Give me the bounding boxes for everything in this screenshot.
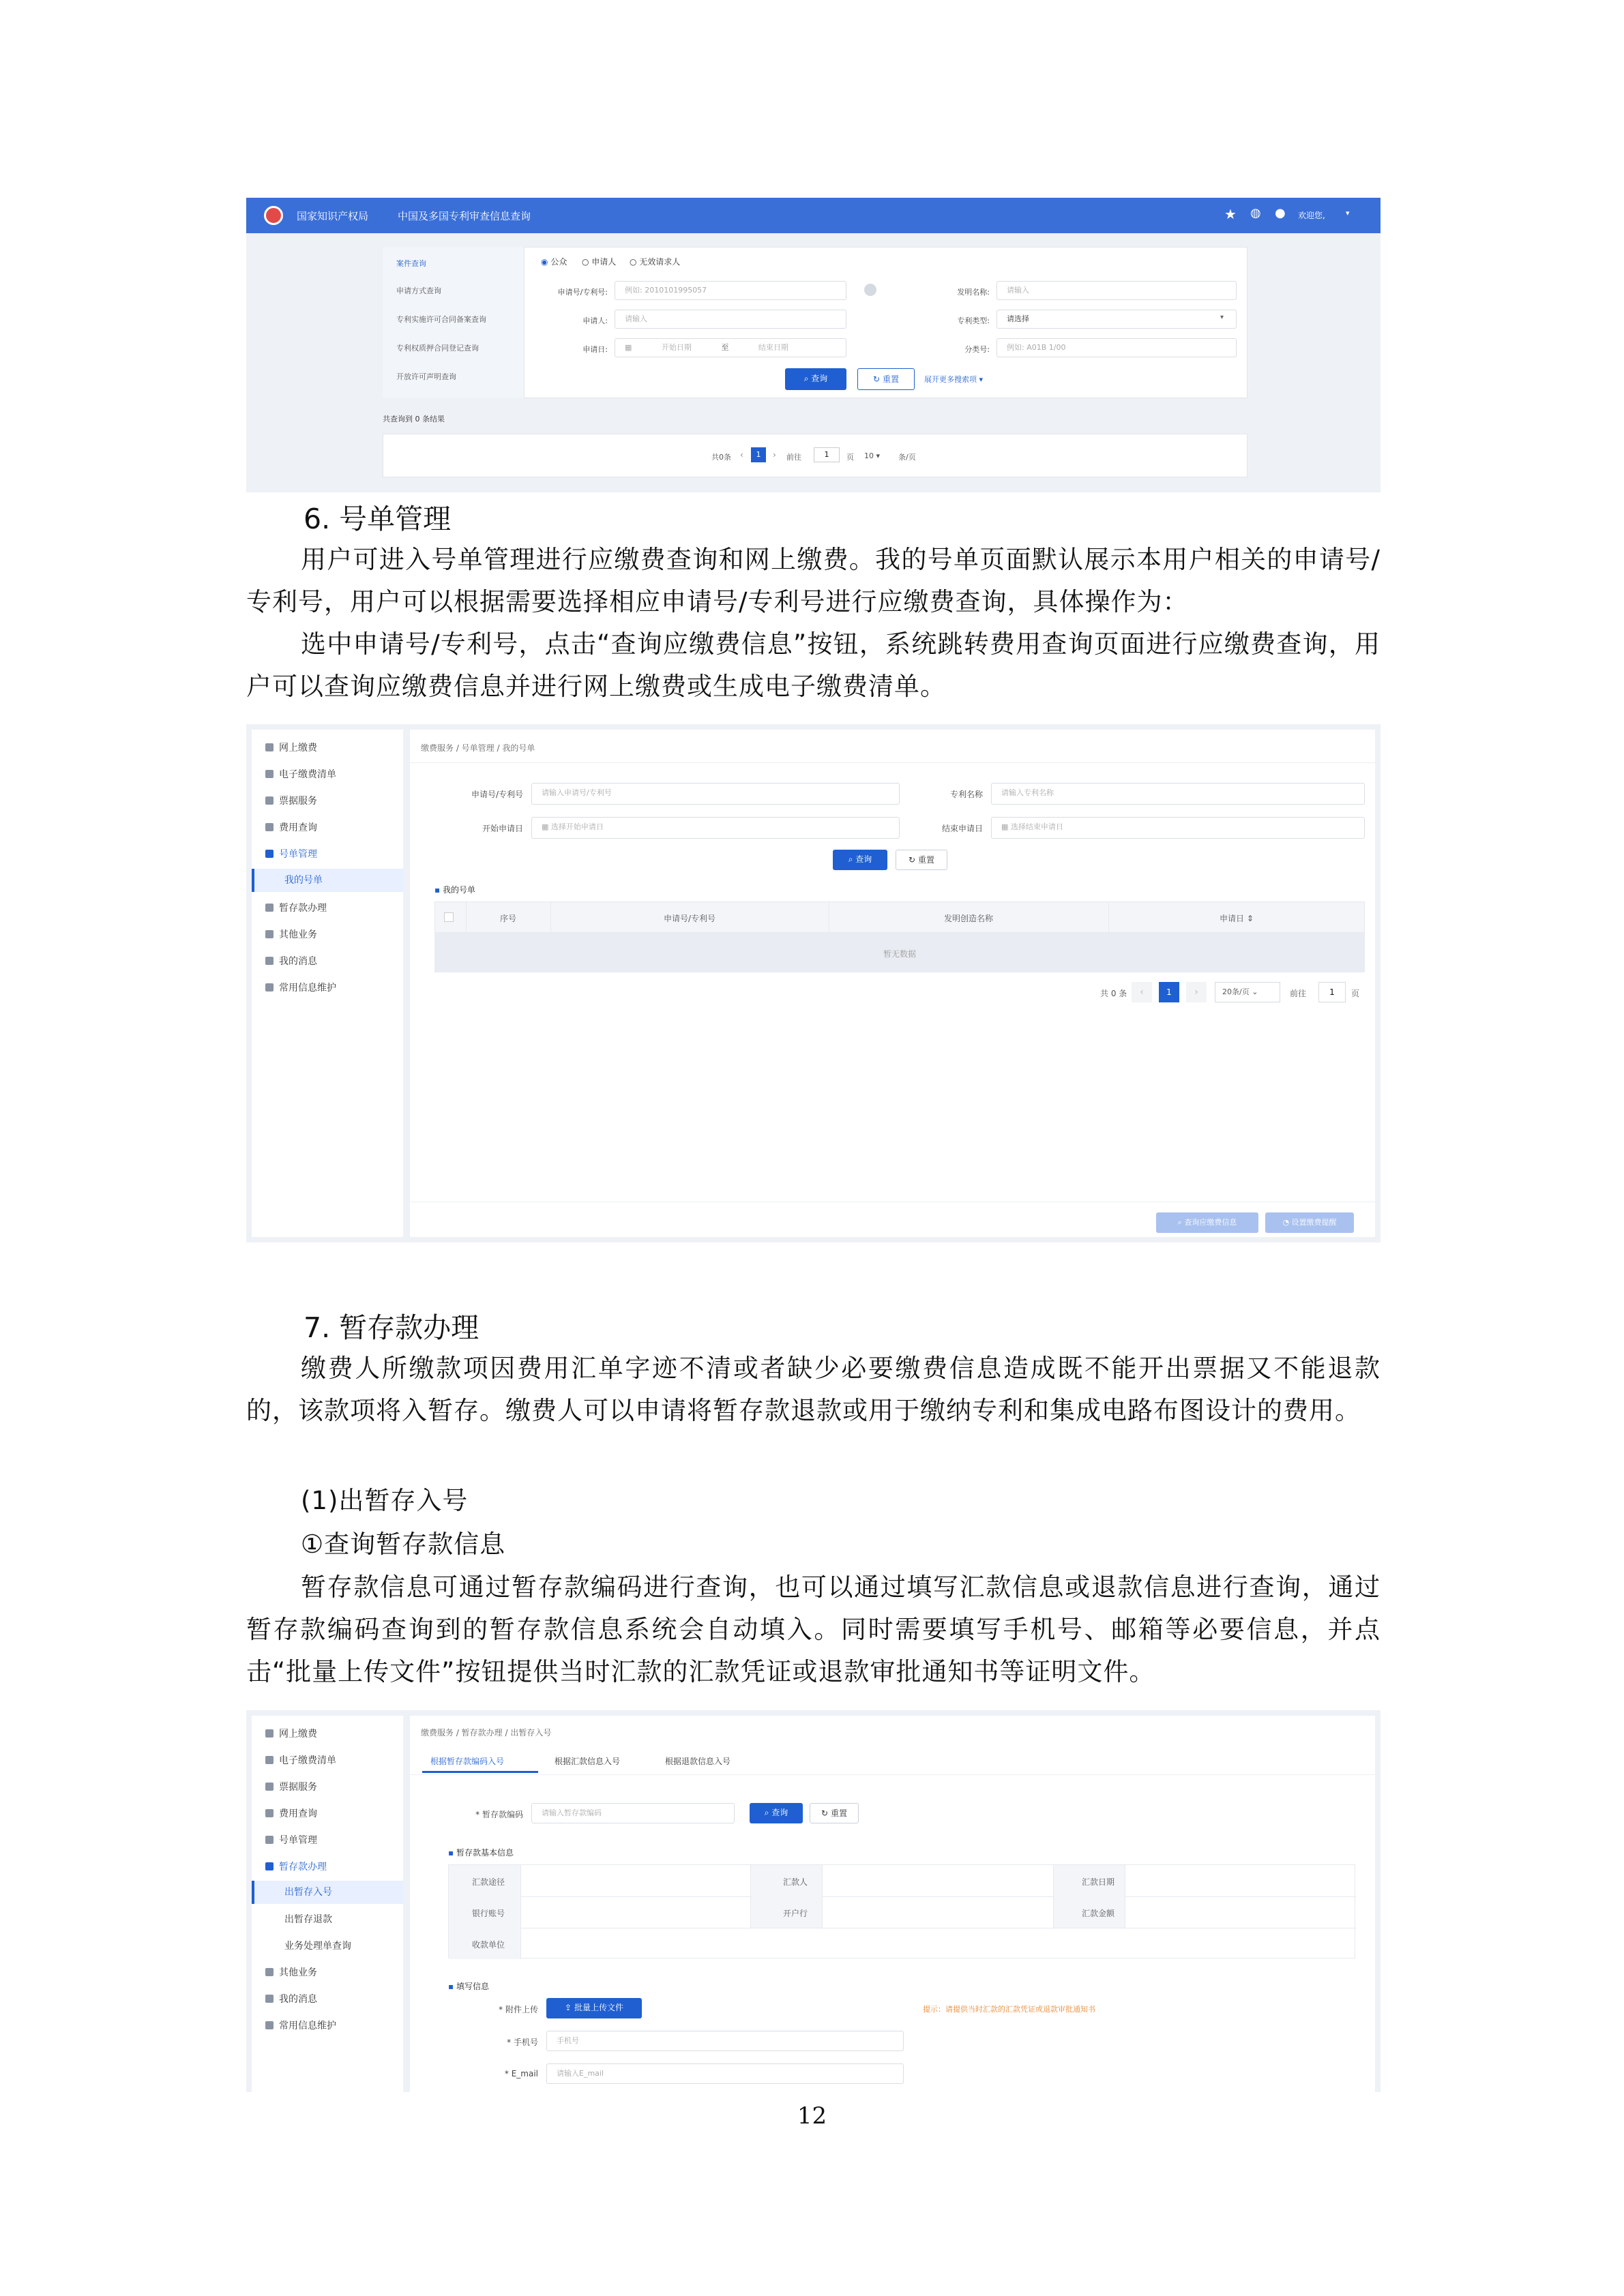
set-reminder-button[interactable] (1265, 1212, 1354, 1233)
date-to: 至 (721, 343, 729, 352)
grid-icon (265, 1968, 274, 1976)
applicant-label: 申请人: (582, 316, 608, 325)
start-date-label: 开始申请日 (482, 824, 523, 833)
goto-input[interactable]: 1 (1318, 982, 1346, 1002)
section-title (434, 884, 475, 895)
settings-icon (265, 983, 274, 992)
prev-page-icon[interactable]: ‹ (740, 450, 743, 460)
bullet-icon: ▪ (448, 1848, 454, 1858)
bullet-icon: ▪ (448, 1982, 454, 1991)
receipt-icon (265, 1783, 274, 1791)
reset-button-label: 重置 (830, 1808, 847, 1818)
section-6-heading: 6. 号单管理 (304, 503, 452, 535)
sidebar-label: 其他业务 (279, 929, 317, 940)
refresh-icon: ↻ (873, 374, 881, 384)
end-date-label: 结束申请日 (941, 824, 983, 833)
sidebar-item-online-pay[interactable] (265, 738, 317, 758)
sidebar-label: 暂存款办理 (279, 1862, 327, 1873)
page-unit: 页 (1351, 989, 1360, 998)
app-no-input[interactable]: 例如: 2010101995057 (615, 281, 846, 300)
sidebar-label: 出暂存退款 (284, 1914, 332, 1925)
section-7-sub-2: ①查询暂存款信息 (301, 1530, 506, 1559)
receipt-icon (265, 796, 274, 805)
sidebar-label: 其他业务 (279, 1967, 317, 1978)
wallet-icon (265, 1729, 274, 1738)
patent-type-select[interactable]: 请选择 (996, 310, 1237, 329)
section-7-heading: 7. 暂存款办理 (304, 1311, 479, 1344)
search-button[interactable] (785, 368, 846, 390)
radio-label: 无效请求人 (639, 257, 681, 267)
radio-applicant[interactable]: ○ 申请人 (582, 257, 617, 267)
phone-label: * 手机号 (507, 2038, 538, 2047)
pager-total: 共0条 (711, 453, 731, 462)
sidebar-item-suspense-entry[interactable] (284, 1882, 332, 1903)
search-icon: ⌕ (764, 1808, 769, 1817)
patent-name-label: 专利名称 (949, 790, 983, 799)
fill-info-title-label: 填写信息 (456, 1982, 489, 1991)
cell-bank-account: 银行账号 (472, 1909, 505, 1918)
expand-link-label: 展开更多搜索项 (924, 375, 977, 384)
sidebar-item-number-mgmt[interactable] (265, 1830, 317, 1851)
app-title: 中国及多国专利审查信息查询 (398, 210, 531, 222)
list-icon (265, 770, 274, 778)
reset-button-label: 重置 (882, 374, 899, 384)
sidebar-item-receipt[interactable] (265, 791, 317, 811)
sidebar-label: 我的消息 (279, 1994, 317, 2005)
next-page-icon[interactable]: › (773, 450, 776, 460)
patent-name-input[interactable]: 请输入专利名称 (991, 783, 1365, 805)
grid-icon (265, 930, 274, 938)
sidebar-item-other[interactable] (265, 925, 317, 945)
sidebar-label: 我的消息 (279, 956, 317, 967)
search-button-label: 查询 (811, 374, 828, 383)
basic-info-title (448, 1847, 514, 1858)
email-input[interactable]: 请输入E_mail (546, 2063, 904, 2084)
message-icon (265, 957, 274, 965)
search-button[interactable] (750, 1803, 803, 1823)
reset-button[interactable] (810, 1803, 859, 1823)
bullet-icon: ▪ (434, 885, 441, 895)
sidebar-label: 常用信息维护 (279, 2021, 336, 2031)
divider (410, 762, 1375, 763)
goto-label: 前往 (786, 453, 801, 462)
page-size-select[interactable]: 10 ▾ (864, 451, 881, 460)
info-grid (448, 1864, 1355, 1958)
chevron-down-icon: ▾ (1220, 314, 1224, 321)
code-input[interactable]: 请输入暂存款编码 (531, 1803, 735, 1823)
phone-input[interactable]: 手机号 (546, 2031, 904, 2051)
radio-label: 申请人 (591, 257, 617, 267)
column-header: 序号 (499, 914, 516, 923)
next-page-button[interactable]: › (1186, 982, 1207, 1002)
refresh-icon: ↻ (821, 1808, 829, 1818)
brand-name: 国家知识产权局 (297, 210, 369, 222)
start-date-input[interactable] (531, 817, 900, 839)
sidebar-active-bg (252, 869, 403, 892)
cell-remit-date: 汇款日期 (1082, 1877, 1115, 1887)
user-icon[interactable]: ● (1275, 206, 1286, 220)
sidebar-item-fee-query[interactable] (265, 1804, 317, 1824)
tab-by-refund[interactable]: 根据退款信息入号 (665, 1757, 731, 1766)
end-date-placeholder: 选择结束申请日 (1010, 822, 1063, 831)
sidebar-label: 网上缴费 (279, 743, 317, 754)
prev-page-button[interactable]: ‹ (1132, 982, 1152, 1002)
sidebar-item-info[interactable] (265, 2016, 336, 2036)
section-6-paragraph-2: 选中申请号/专利号，点击“查询应缴费信息”按钮，系统跳转费用查询页面进行应缴费查询，用户可以查询应缴费信息并进行网上缴费或生成电子缴费清单。 (246, 629, 1381, 701)
date-start: 开始日期 (661, 343, 692, 352)
end-date-input[interactable] (991, 817, 1365, 839)
section-7-paragraph-1: 缴费人所缴款项因费用汇单字迹不清或者缺少必要缴费信息造成既不能开出票据又不能退款的，该款项将入暂存。缴费人可以申请将暂存款退款或用于缴纳专利和集成电路布图设计的费用。 (246, 1354, 1381, 1425)
current-page[interactable]: 1 (1159, 982, 1179, 1002)
sidebar-item-suspense-refund[interactable] (284, 1909, 332, 1930)
sidebar-label: 业务处理单查询 (284, 1941, 351, 1952)
sidebar-label: 常用信息维护 (279, 983, 336, 994)
set-reminder-label: 设置缴费提醒 (1291, 1218, 1337, 1227)
sidebar-label: 票据服务 (279, 796, 317, 807)
radio-public[interactable]: ◉ 公众 (541, 257, 567, 267)
sidebar-item-messages[interactable] (265, 1989, 317, 2010)
page-size-value: 20条/页 (1222, 987, 1250, 996)
radio-invalid-requester[interactable]: ○ 无效请求人 (630, 257, 681, 267)
column-header-label: 申请日 (1220, 914, 1245, 923)
sidebar-item-e-bill[interactable] (265, 764, 336, 785)
grid-row-line (449, 1896, 1356, 1897)
left-menu-item[interactable]: 专利权质押合同登记查询 (396, 344, 479, 353)
invention-input[interactable]: 请输入 (996, 281, 1237, 300)
section-6-paragraph-1: 用户可进入号单管理进行应缴费查询和网上缴费。我的号单页面默认展示本用户相关的申请号/专利号，用户可以根据需要选择相应申请号/专利号进行应缴费查询，具体操作为： (246, 545, 1381, 616)
pager-total: 共 0 条 (1100, 989, 1127, 998)
sidebar-label: 暂存款办理 (279, 903, 327, 914)
sidebar-label: 出暂存入号 (284, 1887, 332, 1898)
chevron-down-icon[interactable]: ▾ (1346, 209, 1350, 218)
section-7-paragraph-2: 暂存款信息可通过暂存款编码进行查询，也可以通过填写汇款信息或退款信息进行查询，通过暂存款编码查询到的暂存款信息系统会自动填入。同时需要填写手机号、邮箱等必要信息，并点击“批量上传文件”按钮提供当时汇款的汇款凭证或退款审批通知书等证明文件。 (246, 1572, 1381, 1686)
sidebar-item-suspense[interactable] (265, 898, 327, 919)
fill-info-title (448, 1980, 489, 1992)
app-no-input[interactable]: 请输入申请号/专利号 (531, 783, 900, 805)
sidebar-label: 费用查询 (279, 822, 317, 833)
left-menu-item[interactable]: 开放许可声明查询 (396, 372, 456, 381)
refresh-icon: ↻ (909, 855, 916, 865)
search-icon: ⌕ (1177, 1218, 1182, 1227)
invention-label: 发明名称: (957, 288, 990, 297)
class-label: 分类号: (964, 345, 990, 354)
screenshot-my-number-list (246, 724, 1381, 1242)
section-7-sub-1: (1)出暂存入号 (301, 1486, 469, 1515)
current-page[interactable]: 1 (751, 447, 766, 462)
cell-amount: 汇款金额 (1082, 1909, 1115, 1918)
folder-icon (265, 850, 274, 858)
sidebar-label: 费用查询 (279, 1808, 317, 1819)
sidebar-item-fee-query[interactable] (265, 818, 317, 838)
sidebar-item-my-number[interactable] (284, 870, 323, 891)
tab-by-remit[interactable]: 根据汇款信息入号 (555, 1757, 621, 1766)
select-all-checkbox[interactable] (444, 912, 454, 922)
sidebar-item-messages[interactable] (265, 951, 317, 972)
sidebar-item-business-query[interactable] (284, 1936, 351, 1956)
column-header: 申请号/专利号 (663, 914, 716, 923)
sidebar-item-other[interactable] (265, 1963, 317, 1983)
sidebar-label: 网上缴费 (279, 1729, 317, 1740)
tab-divider (410, 1774, 1375, 1775)
page-size-value: 10 (864, 451, 874, 460)
upload-hint: 提示：请提供当时汇款的汇款凭证或退款审批通知书 (923, 2005, 1095, 2014)
user-welcome[interactable]: 欢迎您, (1298, 211, 1325, 220)
search-doc-icon (265, 823, 274, 831)
message-icon (265, 1995, 274, 2003)
screenshot-suspense-entry (246, 1710, 1381, 2092)
basic-info-title-label: 暂存款基本信息 (456, 1848, 514, 1858)
cell-remitter: 汇款人 (783, 1877, 808, 1887)
sidebar-label: 电子缴费清单 (279, 1755, 336, 1766)
list-icon (265, 1756, 274, 1764)
reset-button[interactable] (857, 368, 915, 390)
sidebar-item-e-bill[interactable] (265, 1750, 336, 1771)
sidebar-label: 票据服务 (279, 1782, 317, 1793)
suspense-icon (265, 904, 274, 912)
screenshot-patient-search (246, 198, 1381, 492)
wallet-icon (265, 743, 274, 751)
calendar-icon: ▦ (625, 343, 632, 352)
code-label: * 暂存款编码 (475, 1810, 523, 1819)
suspense-icon (265, 1862, 274, 1870)
goto-input[interactable]: 1 (814, 447, 840, 462)
sidebar-label: 我的号单 (284, 875, 323, 886)
app-date-label: 申请日: (582, 345, 608, 354)
cell-bank: 开户行 (783, 1909, 808, 1918)
radio-label: 公众 (550, 257, 567, 267)
left-menu-item[interactable]: 案件查询 (396, 259, 426, 268)
cell-payee: 收款单位 (472, 1940, 505, 1950)
breadcrumb: 缴费服务 / 号单管理 / 我的号单 (421, 743, 535, 753)
email-label: * E_mail (504, 2069, 538, 2078)
sidebar-item-info[interactable] (265, 978, 336, 998)
applicant-input[interactable]: 请输入 (615, 310, 846, 329)
date-end: 结束日期 (758, 343, 788, 352)
search-button-label: 查询 (855, 854, 872, 864)
section-title-label: 我的号单 (442, 885, 475, 895)
attach-label: * 附件上传 (499, 2005, 538, 2014)
bell-icon: ◔ (1282, 1218, 1290, 1227)
page-unit: 页 (846, 453, 854, 462)
result-count: 共查询到 0 条结果 (383, 415, 445, 423)
batch-upload-button[interactable] (546, 1998, 642, 2018)
reset-button-label: 重置 (917, 855, 934, 865)
settings-icon (265, 2021, 274, 2029)
left-menu-item[interactable]: 专利实施许可合同备案查询 (396, 315, 486, 324)
app-no-label: 申请号/专利号 (471, 790, 523, 799)
sidebar-label: 电子缴费清单 (279, 769, 336, 780)
search-button-label: 查询 (771, 1808, 788, 1817)
help-icon[interactable] (864, 284, 876, 296)
tab-by-code[interactable]: 根据暂存款编码入号 (430, 1757, 505, 1766)
app-no-label: 申请号/专利号: (557, 288, 608, 297)
calendar-icon: ▦ (1001, 822, 1009, 831)
sidebar-item-suspense[interactable] (265, 1857, 327, 1877)
star-icon[interactable]: ★ (1224, 206, 1237, 222)
expand-more-link[interactable]: 展开更多搜索项 ▾ (924, 375, 984, 384)
sidebar-label: 号单管理 (279, 1835, 317, 1846)
left-menu-item[interactable]: 申请方式查询 (396, 286, 441, 295)
search-button[interactable] (833, 850, 887, 870)
upload-icon: ⇪ (565, 2003, 572, 2012)
class-input[interactable]: 例如: A01B 1/00 (996, 338, 1237, 357)
reset-button[interactable] (896, 850, 947, 870)
calendar-icon: ▦ (542, 822, 549, 831)
search-doc-icon (265, 1809, 274, 1817)
patent-type-label: 专利类型: (957, 316, 990, 325)
upload-button-label: 批量上传文件 (574, 2003, 623, 2012)
breadcrumb: 缴费服务 / 暂存款办理 / 出暂存入号 (421, 1728, 552, 1738)
empty-text: 暂无数据 (883, 949, 916, 959)
app-date-range[interactable] (615, 338, 846, 357)
column-header: 发明创造名称 (943, 914, 993, 923)
sidebar-item-online-pay[interactable] (265, 1724, 317, 1744)
cell-remit-method: 汇款途径 (472, 1877, 505, 1887)
folder-icon (265, 1836, 274, 1844)
query-fee-button[interactable] (1156, 1212, 1258, 1233)
sidebar-item-number-mgmt[interactable] (265, 844, 317, 865)
sidebar-label: 号单管理 (279, 849, 317, 860)
column-header[interactable] (1108, 912, 1365, 924)
page-number: 12 (797, 2102, 827, 2130)
page-size-select[interactable]: 20条/页 ⌄ (1215, 982, 1280, 1002)
sort-icon: ⇕ (1246, 914, 1254, 923)
search-icon: ⌕ (803, 374, 809, 383)
search-icon: ⌕ (848, 854, 853, 864)
start-date-placeholder: 选择开始申请日 (550, 822, 604, 831)
page-size-unit: 条/页 (898, 453, 916, 462)
goto-label: 前往 (1290, 989, 1307, 998)
logo-icon (264, 206, 283, 225)
sidebar-item-receipt[interactable] (265, 1777, 317, 1798)
globe-icon[interactable]: ◍ (1250, 206, 1261, 220)
query-fee-label: 查询应缴费信息 (1184, 1218, 1237, 1227)
